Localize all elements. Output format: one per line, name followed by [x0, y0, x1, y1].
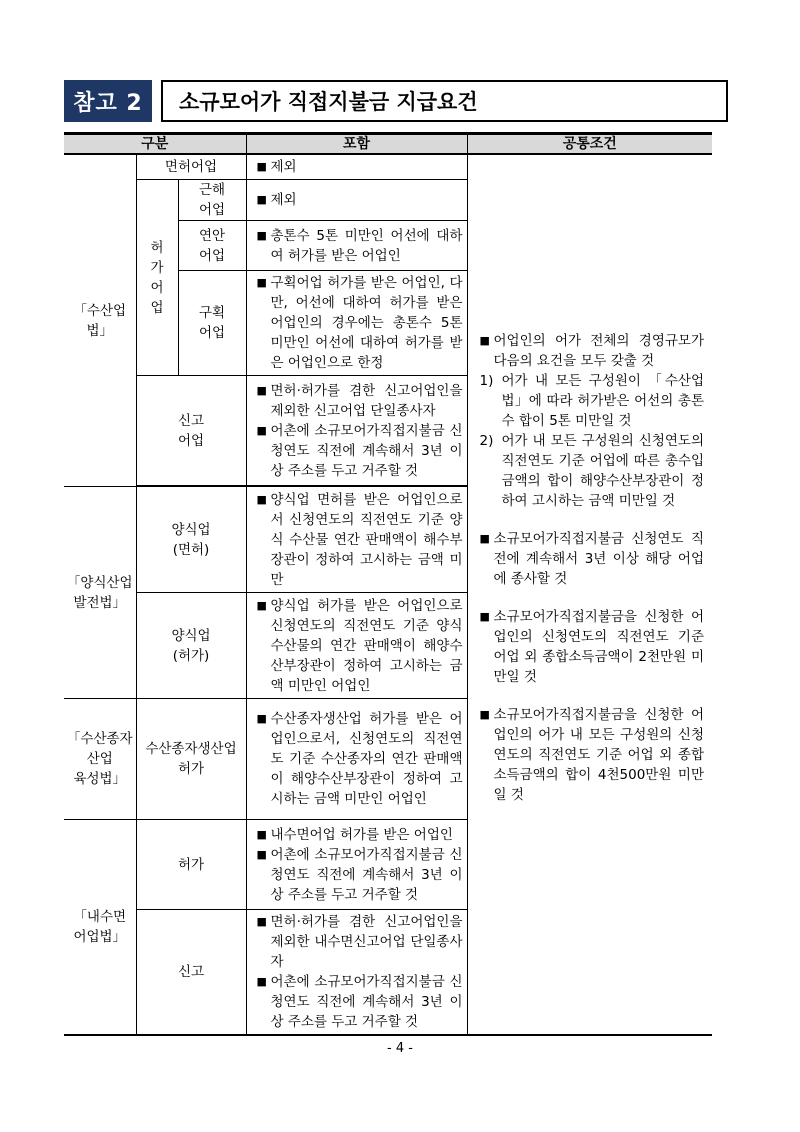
requirements-table	[64, 132, 712, 1036]
bullet-icon: ■	[479, 610, 490, 623]
coastal-fishery-label: 근해 어업	[178, 180, 246, 221]
license-fishery-included: ■ 제외	[246, 154, 467, 180]
seed-production-included: ■ 수산종자생산업 허가를 받은 어업인으로서, 신청연도의 직전연도 기준 수산종자의 연간 판매액이 해양수산부장관이 정하여 고시하는 금액 미만인 어업인	[246, 699, 467, 820]
inland-act-label: 「내수면 어업법」	[64, 820, 136, 1036]
zoned-fishery-label: 구획 어업	[178, 271, 246, 376]
common-conditions: ■ 어업인의 어가 전체의 경영규모가 다음의 요건을 모두 갖출 것 1) 어가 내 모든 구성원이 「수산업법」에 따라 허가받은 어선의 총톤수 합이 5톤 미만일 것 2) 어가 내 모든 구성원의 신청연도의 직전연도 기준 어업에 따른 총수입금액의 합이 해양수산부장관이 정하여 고시하는 금액 미만일 것 ■ 소규모어가직접지불금 신청연도 직전에 계속해서 3년 이상 해당 어업에 종사할 것 ■ 소규모어가직접지불금을 신청한 어업인의 신청연도의 직전연도 기준 어업 외 종합소득금액이 2천만원 미만일 것 ■ 소규모어가직접지불금을 신청한 어업인의 어가 내 모든 구성원의 신청연도의 직전연도 기준 어업 외 종합소득금액의 합이 4천500만원 미만일 것	[467, 154, 712, 1035]
bullet-icon: ■	[256, 712, 267, 725]
inland-permit-label: 허가	[136, 820, 246, 910]
header-included: 포함	[246, 134, 467, 155]
header-category: 구분	[64, 134, 246, 155]
permit-fishery-label: 허 가 어 업	[136, 180, 178, 376]
report-fishery-label: 신고 어업	[136, 376, 246, 486]
bullet-icon: ■	[256, 827, 267, 841]
aquaculture-license-label: 양식업 (면허)	[136, 487, 246, 593]
page-number: - 4 -	[387, 1041, 413, 1056]
page-title: 소규모어가 직접지불금 지급요건	[161, 80, 728, 122]
seed-production-label: 수산종자생산업 허가	[136, 699, 246, 820]
coastal-fishery-included: ■ 제외	[246, 180, 467, 221]
nearshore-fishery-label: 연안 어업	[178, 221, 246, 271]
aquaculture-permit-included: ■ 양식업 허가를 받은 어업인으로 신청연도의 직전연도 기준 양식수산물의 연간 판매액이 해양수산부장관이 정하여 고시하는 금액 미만인 어업인	[246, 593, 467, 699]
report-fishery-included: ■ 면허·허가를 겸한 신고어업인을 제외한 신고어업 단일종사자 ■ 어촌에 소규모어가직접지불금 신청연도 직전에 계속해서 3년 이상 주소를 두고 거주할 것	[246, 376, 467, 486]
zoned-fishery-included: ■ 구획어업 허가를 받은 어업인, 다만, 어선에 대하여 허가를 받은 어업인의 경우에는 총톤수 5톤 미만인 어선에 대하여 허가를 받은 어업인으로 한정	[246, 271, 467, 376]
bullet-icon: ■	[479, 334, 490, 347]
inland-report-label: 신고	[136, 910, 246, 1036]
bullet-icon: ■	[479, 532, 490, 545]
license-fishery-label: 면허어업	[136, 154, 246, 180]
bullet-icon: ■	[256, 276, 267, 289]
inland-report-included: ■ 면허·허가를 겸한 신고어업인을 제외한 내수면신고어업 단일종사자 ■ 어촌에 소규모어가직접지불금 신청연도 직전에 계속해서 3년 이상 주소를 두고 거주할 것	[246, 910, 467, 1036]
reference-tag: 참고 2	[64, 80, 152, 122]
bullet-icon: ■	[256, 975, 267, 988]
seed-act-label: 「수산종자 산업 육성법」	[64, 699, 136, 820]
bullet-icon: ■	[256, 423, 267, 437]
bullet-icon: ■	[256, 847, 267, 861]
fishery-act-label: 「수산업법」	[64, 154, 136, 487]
bullet-icon: ■	[256, 228, 267, 242]
nearshore-fishery-included: ■ 총톤수 5톤 미만인 어선에 대하여 허가를 받은 어업인	[246, 221, 467, 271]
aquaculture-license-included: ■ 양식업 면허를 받은 어업인으로서 신청연도의 직전연도 기준 양식 수산물 연간 판매액이 해수부장관이 정하여 고시하는 금액 미만	[246, 487, 467, 593]
aquaculture-act-label: 「양식산업 발전법」	[64, 487, 136, 699]
bullet-icon: ■	[256, 598, 267, 612]
bullet-icon: ■	[256, 492, 267, 506]
bullet-icon: ■	[256, 160, 267, 173]
aquaculture-permit-label: 양식업 (허가)	[136, 593, 246, 699]
title-bar	[64, 80, 712, 122]
inland-permit-included: ■ 내수면어업 허가를 받은 어업인 ■ 어촌에 소규모어가직접지불금 신청연도 직전에 계속해서 3년 이상 주소를 두고 거주할 것	[246, 820, 467, 910]
bullet-icon: ■	[256, 193, 267, 206]
bullet-icon: ■	[479, 708, 490, 721]
bullet-icon: ■	[256, 383, 267, 397]
bullet-icon: ■	[256, 915, 267, 928]
header-common: 공통조건	[467, 134, 712, 155]
